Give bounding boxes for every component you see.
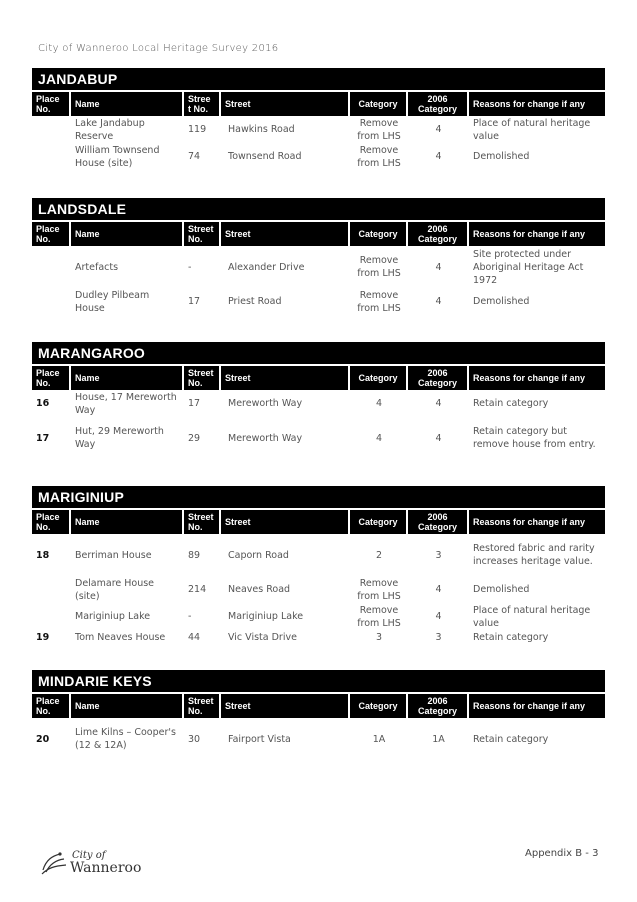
col-reasons: Reasons for change if any [473,229,586,239]
cell-reasons: Place of natural heritage value [473,117,591,142]
cell-place-no [32,576,71,603]
cell-name: Mariginiup Lake [75,611,151,622]
table-row [32,143,605,170]
table-row [32,630,605,645]
cell-reasons: Restored fabric and rarity increases heritage value. [473,543,595,567]
col-place-no: Place No. [32,510,71,534]
wanneroo-logo-icon [40,850,70,876]
section-title: MINDARIE KEYS [32,670,605,692]
table-header [32,692,605,718]
col-2006-category: 2006 Category [408,510,469,534]
cell-2006-category: 3 [435,549,442,561]
col-street: Street [221,510,350,534]
cell-place-no: 17 [36,432,50,444]
cell-street: Townsend Road [228,151,302,162]
table-row [32,246,605,288]
cell-street-no: 17 [188,296,201,307]
cell-street: Fairport Vista [228,733,291,745]
cell-category: 1A [372,733,386,745]
table-row [32,116,605,143]
cell-reasons: Retain category [473,398,549,409]
cell-name: Hut, 29 Mereworth Way [75,426,164,450]
cell-place-no [32,116,71,143]
cell-reasons: Retain category [473,733,549,745]
document-header: City of Wanneroo Local Heritage Survey 2016 [38,43,279,54]
cell-name: William Townsend House (site) [75,144,160,169]
col-name: Name [71,510,184,534]
table-header [32,90,605,116]
cell-place-no: 16 [36,398,50,409]
cell-category: 2 [375,549,383,561]
cell-name: Lime Kilns – Cooper's (12 & 12A) [75,727,176,751]
cell-street-no: 119 [188,124,207,135]
cell-2006-category: 4 [435,124,442,135]
table-row [32,417,605,459]
col-2006-category: 2006 Category [408,222,469,246]
cell-street-no: 74 [188,151,201,162]
col-reasons: Reasons for change if any [473,517,586,527]
col-2006-category: 2006 Category [408,366,469,390]
cell-name: House, 17 Mereworth Way [75,391,177,416]
section-mindarie-keys [32,670,605,760]
cell-category: Remove from LHS [357,144,401,169]
table-row [32,576,605,603]
logo-line2: Wanneroo [70,860,142,876]
footer-logo [40,850,141,874]
cell-street: Mereworth Way [228,398,303,409]
cell-street-no: - [188,261,192,273]
cell-reasons: Site protected under Aboriginal Heritage Act 1972 [473,248,584,286]
cell-category: 4 [375,432,383,444]
cell-place-no: 20 [36,733,50,745]
cell-2006-category: 4 [435,398,442,409]
cell-place-no: 18 [36,549,50,561]
col-street-no: Street No. [184,366,221,390]
cell-street-no: 44 [188,632,201,643]
cell-street-no: 89 [188,549,201,561]
col-street-no: Stree t No. [184,92,221,116]
col-2006-category: 2006 Category [408,92,469,116]
cell-street: Mereworth Way [228,432,303,444]
table-header [32,220,605,246]
cell-2006-category: 1A [432,733,445,745]
col-reasons: Reasons for change if any [473,99,586,109]
cell-place-no [32,143,71,170]
table-row [32,390,605,417]
table-header [32,508,605,534]
section-landsdale [32,198,605,315]
cell-2006-category: 4 [435,261,442,273]
cell-2006-category: 4 [435,151,442,162]
cell-2006-category: 4 [435,432,442,444]
table-row [32,288,605,315]
col-category: Category [350,510,408,534]
cell-street: Vic Vista Drive [228,632,297,643]
table-header [32,364,605,390]
col-street-no: Street No. [184,694,221,718]
col-street: Street [221,222,350,246]
cell-reasons: Retain category but remove house from entry. [473,426,596,450]
col-street-no: Street No. [184,510,221,534]
cell-category: Remove from LHS [357,577,401,602]
table-row [32,534,605,576]
cell-name: Artefacts [75,261,119,273]
logo-line1: City of [72,850,106,861]
table-row [32,718,605,760]
col-street: Street [221,92,350,116]
cell-street: Mariginiup Lake [228,611,304,622]
col-street: Street [221,366,350,390]
col-place-no: Place No. [32,694,71,718]
section-title: JANDABUP [32,68,605,90]
cell-reasons: Place of natural heritage value [473,604,591,629]
cell-place-no: 19 [36,632,50,643]
col-name: Name [71,366,184,390]
cell-name: Lake Jandabup Reserve [75,117,145,142]
cell-place-no [32,246,71,288]
cell-category: Remove from LHS [357,604,401,629]
col-reasons: Reasons for change if any [473,701,586,711]
col-reasons: Reasons for change if any [473,373,586,383]
col-place-no: Place No. [32,222,71,246]
col-name: Name [71,222,184,246]
cell-2006-category: 4 [435,584,442,595]
col-name: Name [71,92,184,116]
cell-name: Tom Neaves House [75,632,166,643]
col-name: Name [71,694,184,718]
section-title: MARIGINIUP [32,486,605,508]
cell-2006-category: 4 [435,296,442,307]
section-mariginiup [32,486,605,645]
section-title: LANDSDALE [32,198,605,220]
cell-reasons: Demolished [473,151,530,162]
cell-street-no: 30 [188,733,201,745]
cell-reasons: Demolished [473,584,530,595]
page-number: Appendix B - 3 [525,848,599,859]
cell-reasons: Demolished [473,296,530,307]
cell-street-no: 17 [188,398,201,409]
cell-street: Neaves Road [228,584,291,595]
col-place-no: Place No. [32,92,71,116]
cell-category: Remove from LHS [357,255,401,279]
cell-street: Caporn Road [228,549,289,561]
col-street-no: Street No. [184,222,221,246]
cell-street-no: 29 [188,432,201,444]
section-title: MARANGAROO [32,342,605,364]
cell-name: Dudley Pilbeam House [75,289,150,314]
col-street: Street [221,694,350,718]
cell-2006-category: 3 [435,632,442,643]
col-place-no: Place No. [32,366,71,390]
cell-street: Priest Road [228,296,282,307]
col-category: Category [350,694,408,718]
col-category: Category [350,92,408,116]
section-jandabup [32,68,605,170]
col-category: Category [350,222,408,246]
cell-category: 4 [375,398,383,409]
col-2006-category: 2006 Category [408,694,469,718]
cell-street-no: 214 [188,584,207,595]
cell-reasons: Retain category [473,632,549,643]
cell-street-no: - [188,611,192,622]
cell-place-no [32,288,71,315]
cell-category: Remove from LHS [357,289,401,314]
cell-name: Delamare House (site) [75,577,155,602]
cell-category: Remove from LHS [357,117,401,142]
cell-street: Hawkins Road [228,124,295,135]
table-row [32,603,605,630]
cell-2006-category: 4 [435,611,442,622]
col-category: Category [350,366,408,390]
cell-name: Berriman House [75,549,152,561]
cell-street: Alexander Drive [228,261,305,273]
section-marangaroo [32,342,605,459]
cell-category: 3 [375,632,383,643]
cell-place-no [32,603,71,630]
